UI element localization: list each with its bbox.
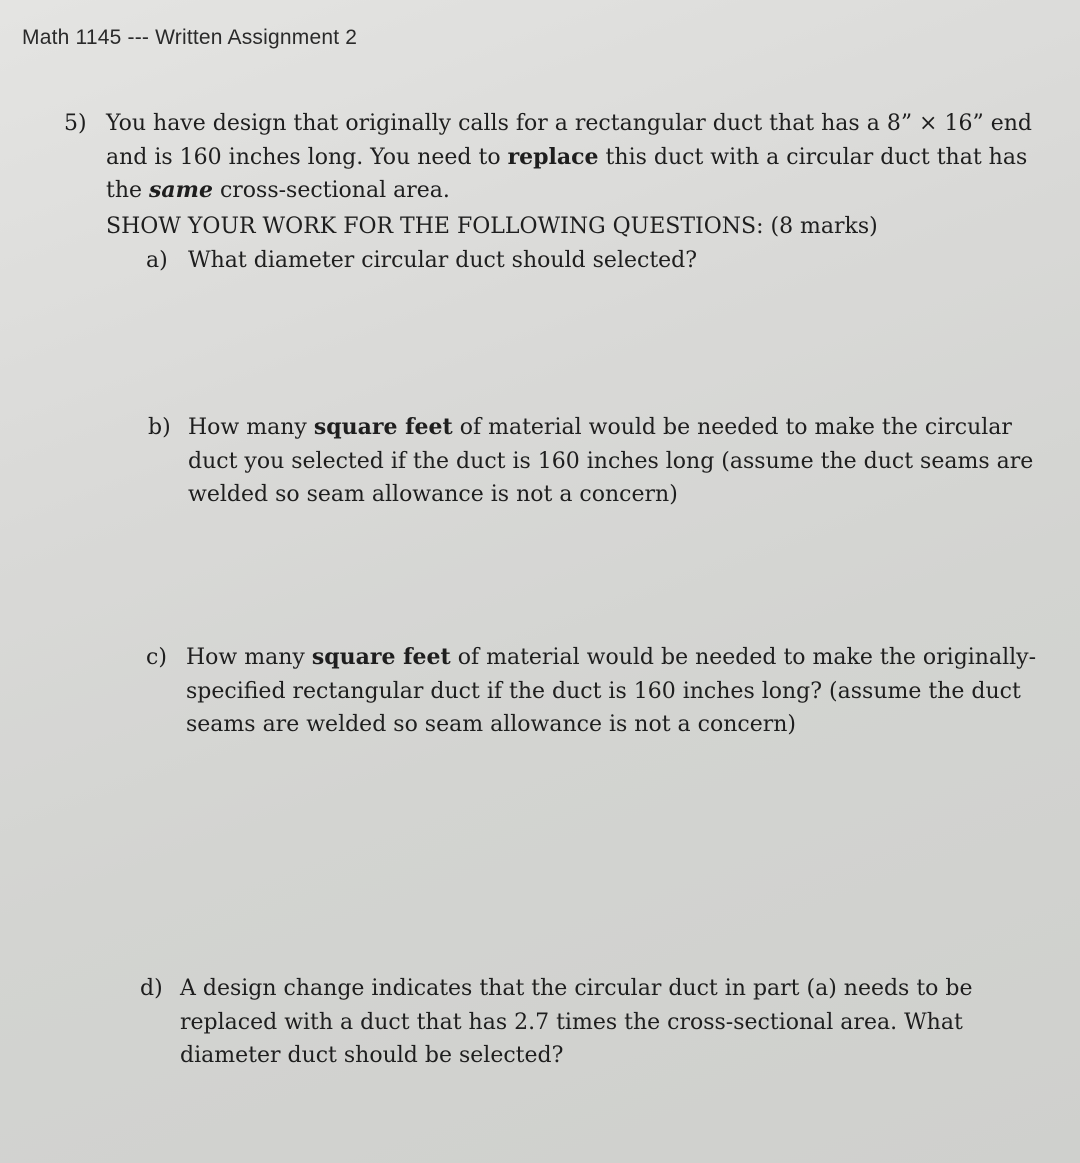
question-prompt [106, 107, 1046, 208]
question-number: 5) [64, 111, 87, 136]
instructions: SHOW YOUR WORK FOR THE FOLLOWING QUESTIONS: (8 marks) [106, 214, 878, 239]
part-c-text-end: of material would be needed to make the originally-specified rectangular duct if the duct is 160 inches long? (assume the duct seams are welded so seam allowance is not a concern) [186, 645, 1037, 737]
part-a-label: a) [146, 248, 168, 273]
prompt-bold-replace: replace [507, 143, 599, 170]
part-b-text [188, 411, 1048, 512]
part-c-bold: square feet [311, 644, 451, 670]
part-c-text [186, 641, 1056, 742]
prompt-text-start: You have design that originally calls for a rectangular duct that has a 8” × 16” end and is 160 inches long. You need to [106, 111, 1032, 170]
part-b-label: b) [148, 415, 171, 440]
part-a-text: What diameter circular duct should selected? [188, 248, 698, 273]
assignment-title: Math 1145 --- Written Assignment 2 [22, 26, 358, 49]
prompt-emphasis-same: same [149, 177, 213, 203]
prompt-text-middle: this duct with a circular duct that has the [106, 144, 1028, 203]
part-c-label: c) [146, 645, 167, 670]
part-c-text-start: How many [186, 645, 312, 670]
part-b-bold: square feet [313, 414, 453, 440]
part-d-text: A design change indicates that the circular duct in part (a) needs to be replaced with a duct that has 2.7 times the cross-sectional area. What diameter duct should be selected? [180, 976, 973, 1068]
part-b-text-end: of material would be needed to make the circular duct you selected if the duct is 160 inches long (assume the duct seams are welded so seam allowance is not a concern) [188, 415, 1034, 507]
part-d-label: d) [140, 976, 163, 1001]
prompt-text-end: cross-sectional area. [212, 178, 450, 203]
part-b-text-start: How many [188, 415, 314, 440]
